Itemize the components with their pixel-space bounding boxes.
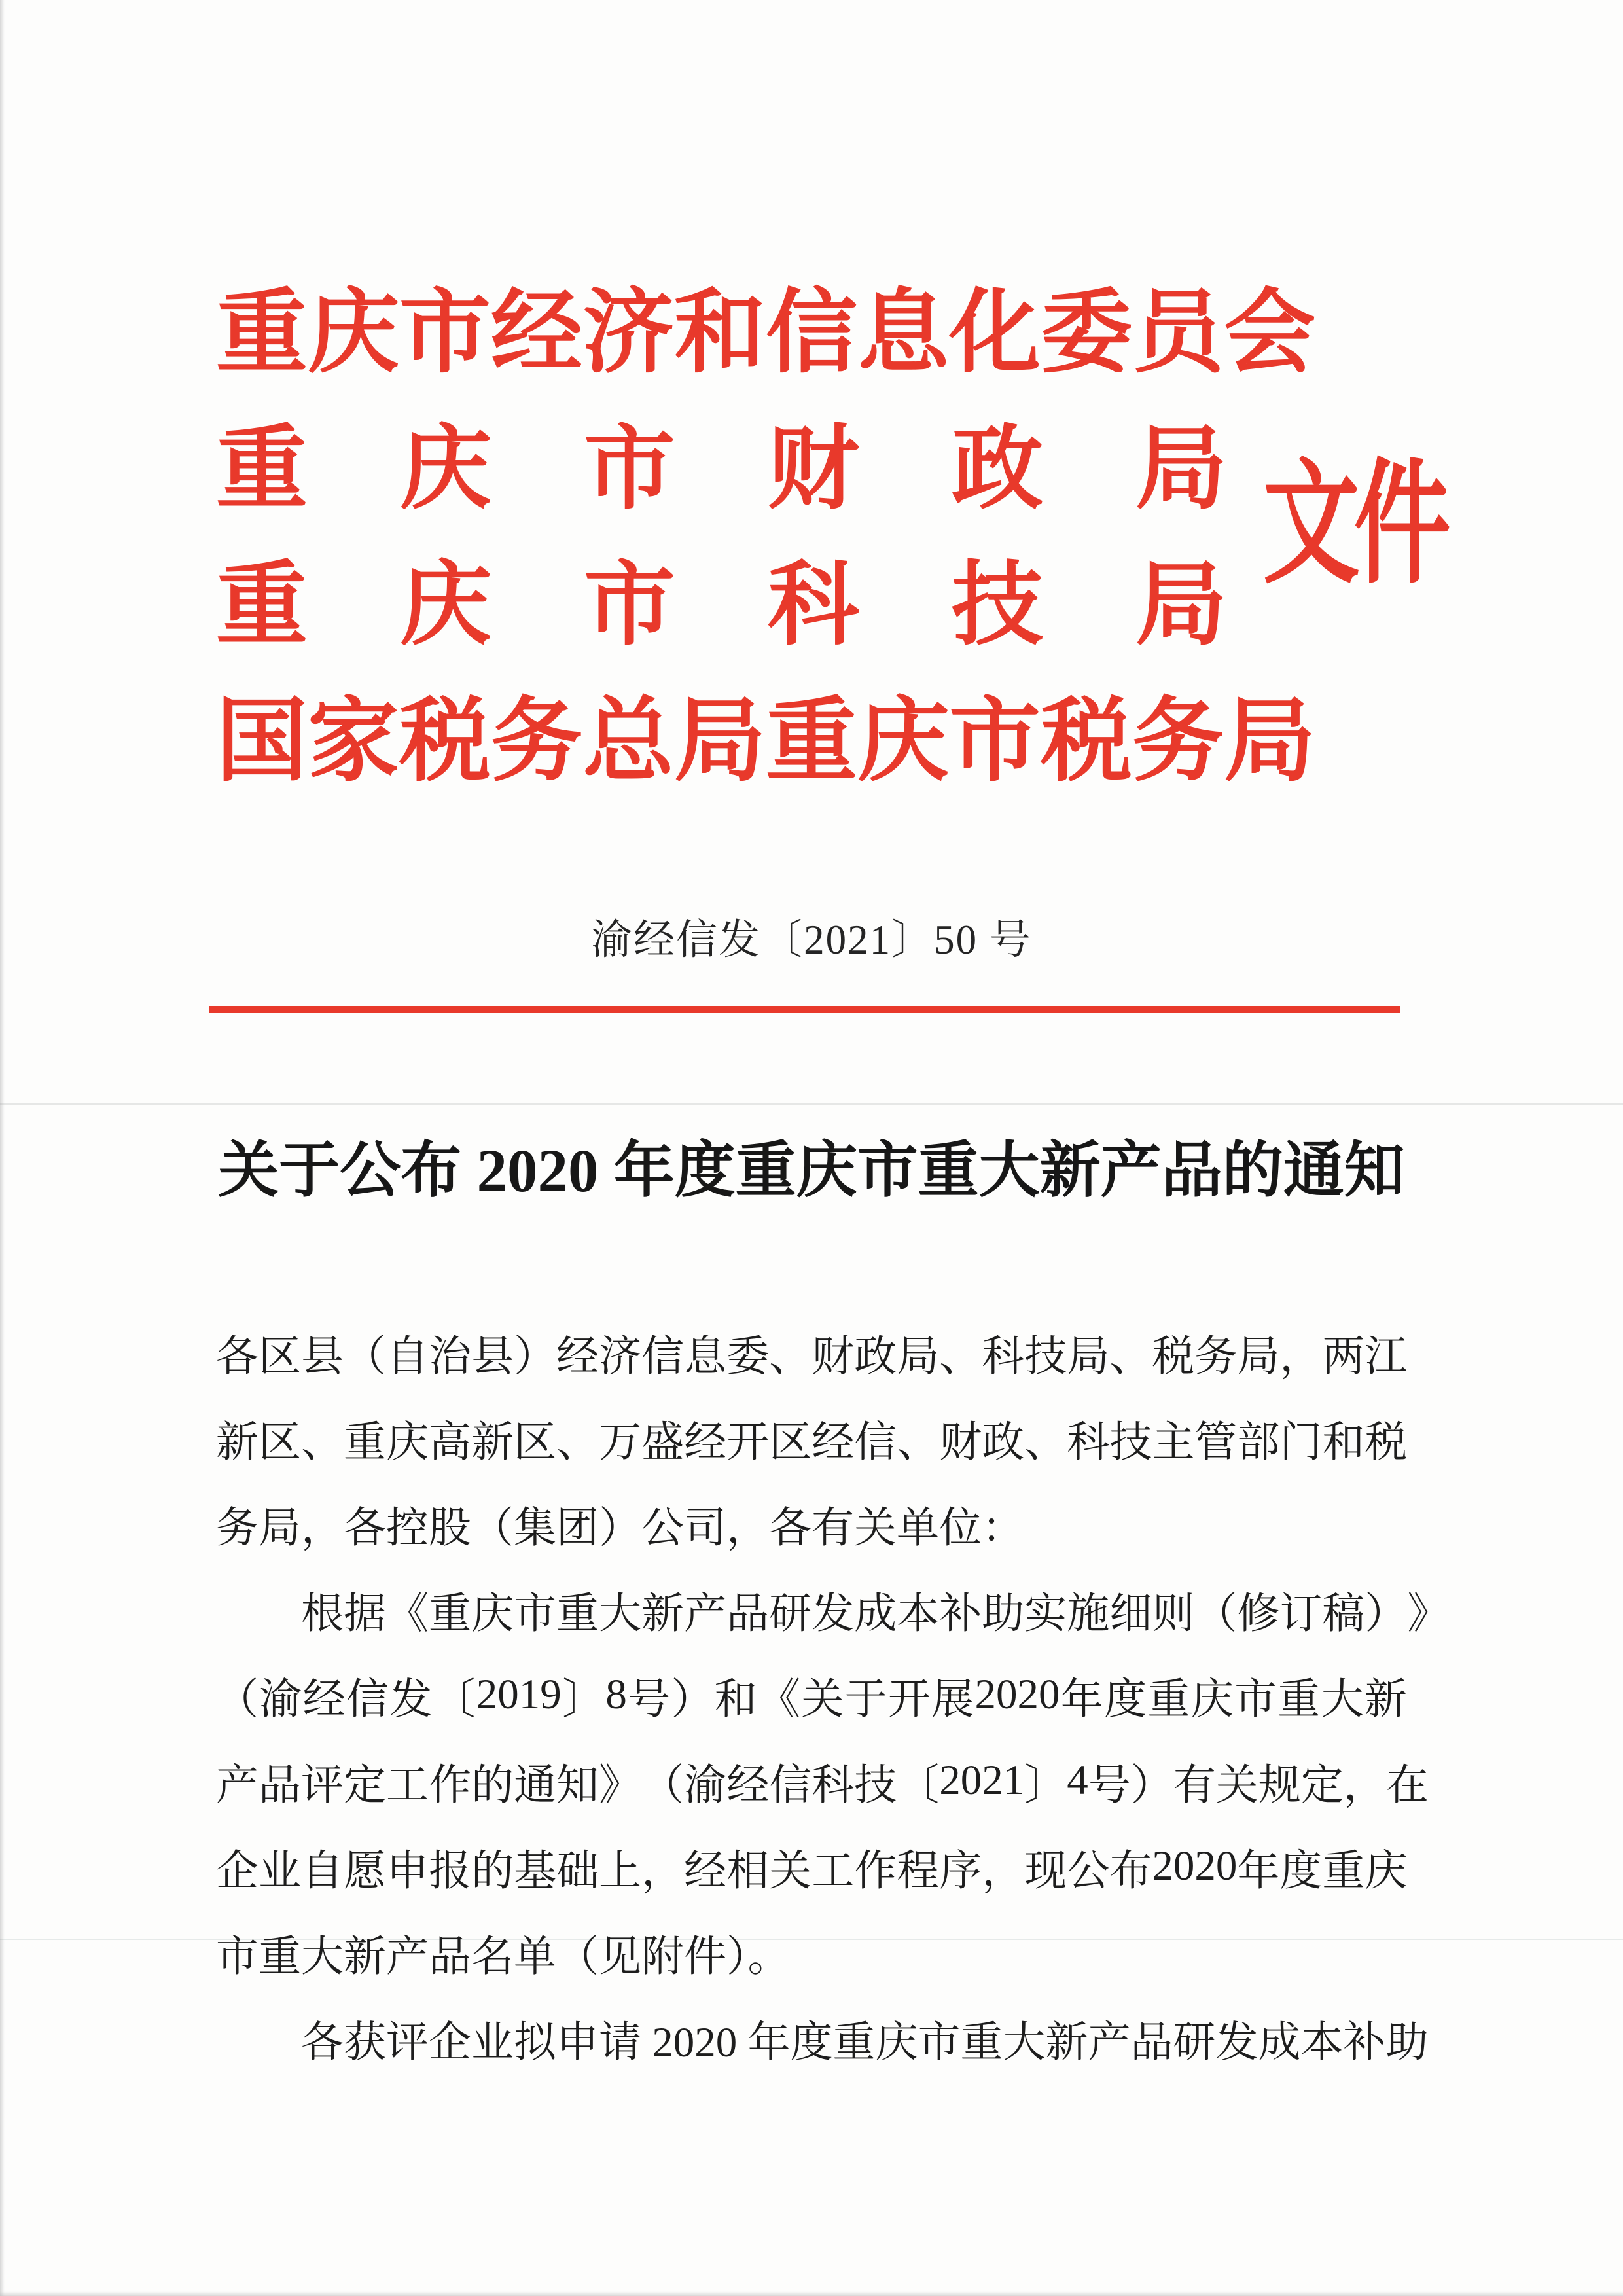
red-divider-line <box>209 1006 1400 1013</box>
agency-name-line: 重 庆 市 科 技 局 <box>216 555 1227 656</box>
scan-edge-bottom-artifact <box>0 2291 1623 2296</box>
body-line: 各 区 县 （ 自 治 县 ） 经 济 信 息 委 、 财 政 局 、 科 技 局 、 税 务 局 ， 两 江 <box>216 1333 1408 1380</box>
body-line: 企 业 自 愿 申 报 的 基 础 上 ， 经 相 关 工 作 程 序 ， 现 公 布 2020 年 度 重 庆 <box>216 1842 1408 1895</box>
agency-name-line: 重 庆 市 经 济 和 信 息 化 委 员 会 <box>216 283 1316 384</box>
body-line: 新 区 、 重 庆 高 新 区 、 万 盛 经 开 区 经 信 、 财 政 、 科 技 主 管 部 门 和 税 <box>216 1418 1408 1466</box>
doc-number: 渝经信发〔2021〕50 号 <box>591 917 1032 963</box>
body-line: 务局，各控股（集团）公司，各有关单位： <box>216 1504 1025 1552</box>
body-line: 各获评企业拟申请 2020 年度重庆市重大新产品研发成本补助 <box>301 2018 1429 2066</box>
body-text <box>216 1309 1450 2081</box>
body-line: 市重大新产品名单（见附件）。 <box>216 1933 791 1981</box>
agency-name-line: 重 庆 市 财 政 局 <box>216 419 1227 520</box>
agency-name-line: 国 家 税 务 总 局 重 庆 市 税 务 局 <box>216 691 1316 793</box>
body-line: 产 品 评 定 工 作 的 通 知 》 （ 渝 经 信 科 技 〔 2021 〕 4 号 ） 有 关 规 定 ， 在 <box>216 1757 1429 1809</box>
scan-streak-artifact <box>0 1103 1623 1105</box>
letterhead-issuing-agencies <box>216 266 1316 810</box>
body-line: （ 渝 经 信 发 〔 2019 〕 8 号 ） 和 《 关 于 开 展 2020 年 度 重 庆 市 重 大 新 <box>216 1671 1407 1723</box>
document-title: 关于公布 2020 年度重庆市重大新产品的通知 <box>218 1138 1405 1205</box>
body-line: 根 据 《 重 庆 市 重 大 新 产 品 研 发 成 本 补 助 实 施 细 则 （ 修 订 稿 ） 》 <box>301 1590 1450 1638</box>
doc-type-label: 文件 <box>1263 451 1445 600</box>
